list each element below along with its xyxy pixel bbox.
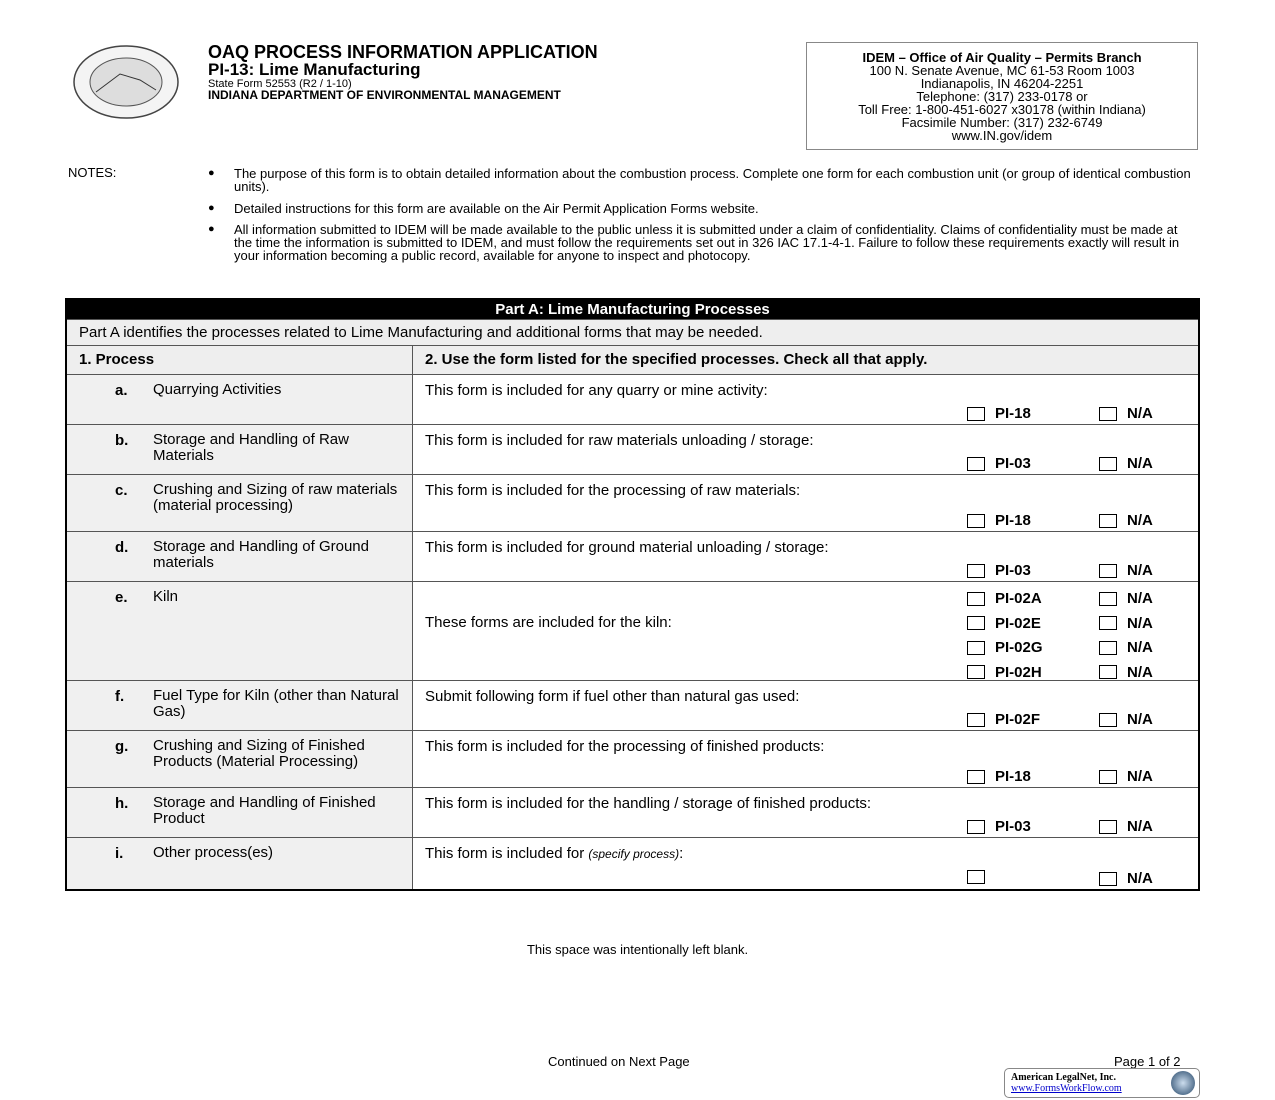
process-cell bbox=[66, 425, 413, 475]
checkbox-icon[interactable] bbox=[1099, 770, 1117, 784]
checkbox-icon[interactable] bbox=[1099, 820, 1117, 834]
na-checkbox[interactable] bbox=[1099, 615, 1153, 632]
forms-cell bbox=[413, 681, 1200, 731]
form-label: PI-02F bbox=[995, 711, 1041, 728]
instruction-text: This form is included for bbox=[425, 845, 589, 862]
process-name: Other process(es) bbox=[153, 844, 274, 861]
form-subtitle: PI-13: Lime Manufacturing bbox=[208, 60, 421, 79]
forms-cell bbox=[413, 475, 1200, 532]
form-instruction bbox=[425, 795, 871, 812]
na-label: N/A bbox=[1127, 614, 1153, 632]
checkbox-icon[interactable] bbox=[1099, 713, 1117, 727]
part-a-title: Part A: Lime Manufacturing Processes bbox=[66, 299, 1199, 320]
form-number: State Form 52553 (R2 / 1-10) bbox=[208, 78, 352, 90]
na-label: N/A bbox=[1127, 663, 1153, 681]
process-name: Fuel Type for Kiln (other than Natural Gas) bbox=[153, 687, 399, 720]
process-cell bbox=[66, 788, 413, 838]
website: www.IN.gov/idem bbox=[951, 128, 1053, 143]
na-label: N/A bbox=[1127, 818, 1153, 835]
checkbox-icon[interactable] bbox=[1099, 564, 1117, 578]
na-label: N/A bbox=[1127, 405, 1153, 422]
form-label: PI-03 bbox=[995, 455, 1031, 472]
form-checkbox[interactable] bbox=[967, 615, 1041, 632]
na-checkbox[interactable] bbox=[1099, 405, 1153, 422]
process-letter: a. bbox=[115, 382, 128, 399]
checkbox-icon[interactable] bbox=[967, 407, 985, 421]
checkbox-icon[interactable] bbox=[967, 616, 985, 630]
checkbox-icon[interactable] bbox=[1099, 592, 1117, 606]
globe-icon bbox=[1171, 1071, 1195, 1095]
checkbox-icon[interactable] bbox=[1099, 457, 1117, 471]
forms-cell bbox=[413, 582, 1200, 681]
checkbox-icon[interactable] bbox=[1099, 616, 1117, 630]
note-item: All information submitted to IDEM will be made available to the public unless it is submitted under a claim of confidentiality. Claims of confidentiality must be made at the time the information is submitted to IDEM, and must follow the requirements set out in 326 IAC 17.1-4-1. Failure to follow these requirements exactly will result in your information becoming a public record, available for anyone to inspect and photocopy. bbox=[234, 222, 1180, 263]
na-checkbox[interactable] bbox=[1099, 512, 1153, 529]
form-label: PI-02H bbox=[995, 663, 1042, 681]
checkbox-icon[interactable] bbox=[1099, 641, 1117, 655]
forms-cell bbox=[413, 375, 1200, 425]
process-row bbox=[66, 582, 1199, 681]
na-label: N/A bbox=[1127, 455, 1153, 472]
na-checkbox[interactable] bbox=[1099, 562, 1153, 579]
address-line-1: 100 N. Senate Avenue, MC 61-53 Room 1003 bbox=[869, 63, 1135, 78]
checkbox-icon[interactable] bbox=[1099, 665, 1117, 679]
instruction-end: : bbox=[679, 845, 684, 862]
form-instruction bbox=[425, 688, 799, 705]
address-line-2: Indianapolis, IN 46204-2251 bbox=[920, 76, 1084, 91]
form-label: PI-03 bbox=[995, 562, 1031, 579]
notes-label: NOTES: bbox=[68, 165, 117, 180]
form-instruction bbox=[425, 539, 829, 556]
form-instruction bbox=[425, 432, 814, 449]
checkbox-icon[interactable] bbox=[1099, 514, 1117, 528]
part-a-intro: Part A identifies the processes related to Lime Manufacturing and additional forms that may be needed. bbox=[66, 320, 1199, 346]
form-checkbox[interactable] bbox=[967, 870, 995, 884]
process-cell bbox=[66, 532, 413, 582]
process-name: Storage and Handling of Ground materials bbox=[153, 538, 369, 571]
checkbox-icon[interactable] bbox=[967, 592, 985, 606]
na-label: N/A bbox=[1127, 768, 1153, 785]
note-item: Detailed instructions for this form are available on the Air Permit Application Forms website. bbox=[234, 201, 759, 216]
form-checkbox[interactable] bbox=[967, 818, 1031, 835]
na-label: N/A bbox=[1127, 590, 1153, 607]
form-label: PI-18 bbox=[995, 512, 1031, 529]
process-letter: e. bbox=[115, 589, 128, 606]
process-row bbox=[66, 838, 1199, 891]
telephone: Telephone: (317) 233-0178 or bbox=[916, 89, 1088, 104]
process-name: Kiln bbox=[153, 588, 179, 605]
form-label: PI-02E bbox=[995, 614, 1041, 632]
form-instruction bbox=[425, 738, 824, 755]
form-checkbox[interactable] bbox=[967, 512, 1031, 529]
process-column-header: 1. Process bbox=[66, 346, 413, 375]
continued-note: Continued on Next Page bbox=[548, 1054, 690, 1069]
bullet-icon: ● bbox=[208, 223, 215, 235]
process-cell bbox=[66, 582, 413, 681]
process-row bbox=[66, 375, 1199, 425]
checkbox-icon[interactable] bbox=[967, 457, 985, 471]
na-checkbox[interactable] bbox=[1099, 455, 1153, 472]
process-name: Crushing and Sizing of raw materials (material processing) bbox=[153, 481, 398, 514]
na-checkbox[interactable] bbox=[1099, 711, 1153, 728]
form-label: PI-02A bbox=[995, 590, 1042, 607]
part-a-table bbox=[65, 298, 1200, 891]
forms-cell bbox=[413, 425, 1200, 475]
form-checkbox[interactable] bbox=[967, 768, 1031, 785]
fax: Facsimile Number: (317) 232-6749 bbox=[901, 115, 1103, 130]
checkbox-icon[interactable] bbox=[967, 514, 985, 528]
process-letter: g. bbox=[115, 738, 129, 755]
form-checkbox[interactable] bbox=[967, 562, 1031, 579]
na-checkbox[interactable] bbox=[1099, 639, 1153, 656]
instruction-text: This form is included for the handling / storage of finished products: bbox=[425, 795, 872, 812]
process-letter: i. bbox=[115, 845, 124, 862]
form-title: OAQ PROCESS INFORMATION APPLICATION bbox=[208, 42, 598, 62]
checkbox-icon[interactable] bbox=[1099, 872, 1117, 886]
process-name: Storage and Handling of Raw Materials bbox=[153, 431, 349, 464]
page-number: Page 1 of 2 bbox=[1114, 1054, 1181, 1069]
forms-column-header: 2. Use the form listed for the specified processes. Check all that apply. bbox=[413, 346, 1200, 375]
na-checkbox[interactable] bbox=[1099, 664, 1153, 681]
form-label: PI-02G bbox=[995, 639, 1043, 656]
process-letter: h. bbox=[115, 795, 129, 812]
blank-space-note: This space was intentionally left blank. bbox=[526, 942, 749, 957]
instruction-text: This form is included for the processing of raw materials: bbox=[425, 482, 801, 499]
process-cell bbox=[66, 375, 413, 425]
process-row bbox=[66, 532, 1199, 582]
state-seal-logo bbox=[70, 44, 182, 120]
na-label: N/A bbox=[1127, 711, 1153, 728]
checkbox-icon[interactable] bbox=[967, 713, 985, 727]
na-label: N/A bbox=[1127, 512, 1153, 529]
form-instruction bbox=[425, 482, 800, 499]
form-instruction bbox=[425, 382, 768, 399]
instruction-italic: (specify process) bbox=[588, 847, 680, 861]
checkbox-icon[interactable] bbox=[967, 564, 985, 578]
bullet-icon: ● bbox=[208, 202, 215, 214]
form-instruction: These forms are included for the kiln: bbox=[425, 614, 672, 631]
forms-cell bbox=[413, 731, 1200, 788]
process-letter: c. bbox=[115, 482, 128, 499]
note-item: The purpose of this form is to obtain detailed information about the combustion process. Complete one form for each combustion unit (or group of identical combustion units). bbox=[234, 166, 1191, 194]
legalnet-logo bbox=[1004, 1068, 1200, 1098]
process-row bbox=[66, 681, 1199, 731]
contact-box bbox=[806, 42, 1198, 150]
form-label: PI-18 bbox=[995, 405, 1031, 422]
process-letter: b. bbox=[115, 432, 129, 449]
toll-free: Toll Free: 1-800-451-6027 x30178 (within Indiana) bbox=[858, 102, 1146, 117]
process-name: Quarrying Activities bbox=[153, 381, 282, 398]
process-letter: d. bbox=[115, 539, 129, 556]
form-checkbox[interactable] bbox=[967, 639, 1043, 656]
instruction-text: This form is included for raw materials unloading / storage: bbox=[425, 432, 814, 449]
instruction-text: Submit following form if fuel other than natural gas used: bbox=[425, 688, 800, 705]
process-letter: f. bbox=[115, 688, 125, 705]
form-checkbox[interactable] bbox=[967, 664, 1042, 681]
forms-cell bbox=[413, 788, 1200, 838]
na-checkbox[interactable] bbox=[1099, 768, 1153, 785]
form-checkbox[interactable] bbox=[967, 711, 1040, 728]
checkbox-icon[interactable] bbox=[1099, 407, 1117, 421]
checkbox-icon[interactable] bbox=[967, 665, 985, 679]
office-name: IDEM – Office of Air Quality – Permits Branch bbox=[862, 50, 1142, 65]
na-checkbox[interactable] bbox=[1099, 590, 1153, 607]
process-row bbox=[66, 425, 1199, 475]
process-cell bbox=[66, 838, 413, 891]
instruction-text: This form is included for any quarry or mine activity: bbox=[425, 382, 768, 399]
na-checkbox[interactable] bbox=[1099, 870, 1153, 887]
process-row bbox=[66, 475, 1199, 532]
logo-link[interactable]: www.FormsWorkFlow.com bbox=[1011, 1083, 1122, 1094]
process-cell bbox=[66, 475, 413, 532]
instruction-text: This form is included for ground material unloading / storage: bbox=[425, 539, 829, 556]
form-label: PI-18 bbox=[995, 768, 1031, 785]
form-checkbox[interactable] bbox=[967, 455, 1031, 472]
form-instruction bbox=[425, 845, 683, 862]
forms-cell bbox=[413, 838, 1200, 891]
checkbox-icon[interactable] bbox=[967, 870, 985, 884]
process-name: Crushing and Sizing of Finished Products (Material Processing) bbox=[153, 737, 365, 770]
process-row bbox=[66, 731, 1199, 788]
checkbox-icon[interactable] bbox=[967, 820, 985, 834]
na-label: N/A bbox=[1127, 639, 1153, 656]
checkbox-icon[interactable] bbox=[967, 641, 985, 655]
na-label: N/A bbox=[1127, 562, 1153, 579]
instruction-text: This form is included for the processing of finished products: bbox=[425, 738, 825, 755]
forms-cell bbox=[413, 532, 1200, 582]
form-checkbox[interactable] bbox=[967, 405, 1031, 422]
logo-name: American LegalNet, Inc. bbox=[1011, 1072, 1116, 1083]
na-checkbox[interactable] bbox=[1099, 818, 1153, 835]
process-cell bbox=[66, 681, 413, 731]
bullet-icon: ● bbox=[208, 167, 215, 179]
process-cell bbox=[66, 731, 413, 788]
na-label: N/A bbox=[1127, 870, 1153, 887]
form-checkbox[interactable] bbox=[967, 590, 1042, 607]
process-row bbox=[66, 788, 1199, 838]
process-name: Storage and Handling of Finished Product bbox=[153, 794, 376, 827]
form-label: PI-03 bbox=[995, 818, 1031, 835]
department-name: INDIANA DEPARTMENT OF ENVIRONMENTAL MANAGEMENT bbox=[208, 88, 561, 102]
checkbox-icon[interactable] bbox=[967, 770, 985, 784]
